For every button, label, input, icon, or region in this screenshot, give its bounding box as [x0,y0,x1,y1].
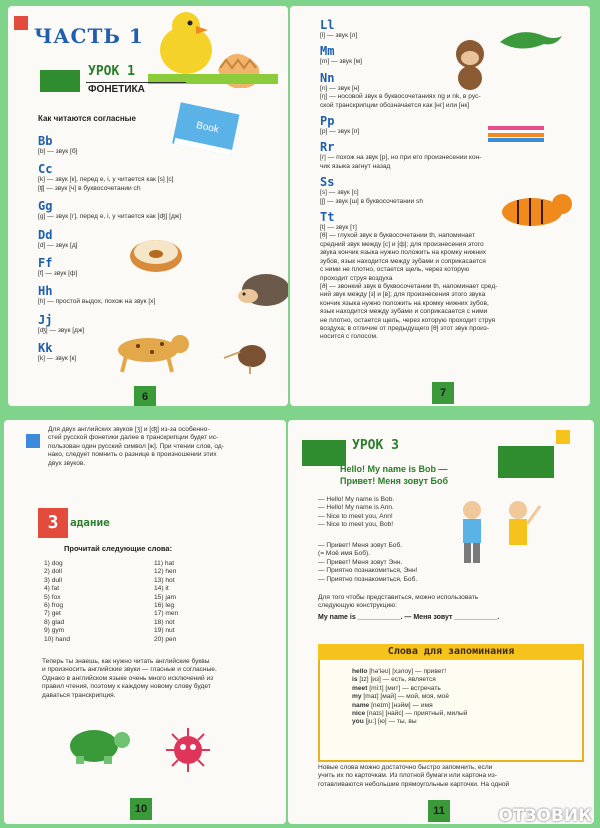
letter-heading: Cc [38,162,53,177]
vocab-translation: [naɪs] [найс] — приятный, милый [365,710,468,718]
kiwi-illustration [222,336,272,376]
vocab-row [352,693,572,701]
title-ru: Привет! Меня зовут Боб [340,476,448,486]
cube-icon [14,16,28,30]
monkey-illustration [440,34,500,94]
sound-description: с ними не плотно, остается щель, через которую [320,266,470,274]
letter-heading: Hh [38,284,53,299]
letter-heading: Pp [320,114,335,129]
lesson-title: УРОК 3 [352,438,399,453]
page-10 [4,420,286,824]
page-number-6: 6 [134,386,156,406]
tiger-illustration [496,182,576,237]
sound-description: кончик языка нужно положить на кромку нижних зубов, [320,299,489,307]
intro-line: двух звуков. [48,459,86,467]
vocab-word: hello [352,668,368,675]
dialog-line: — Hello! My name is Bob. [318,496,395,503]
vocab-row [352,702,572,710]
vocab-word: my [352,693,362,701]
footer-paragraph [318,764,580,789]
page-7 [290,6,590,406]
donut-illustration [126,232,186,277]
task-title: адание [70,516,110,529]
word-item: 11) hat [154,560,175,567]
sound-description: [k] — звук [к], перед e, i, y читается как [s] [с] [38,176,174,184]
vocab-word: you [352,718,364,726]
sound-description: [d] — звук [д] [38,241,78,249]
page-number-10: 10 [130,798,152,820]
letter-heading: Rr [320,140,335,155]
vocab-row [352,676,572,684]
outro-line: даваться транскрипция. [42,691,116,699]
vocab-word: meet [352,684,368,692]
sound-description: чик языка загнут назад [320,162,391,170]
vocab-word: nice [352,710,366,718]
word-item: 9) gym [44,627,65,635]
outro-line: Однако в английском языке очень много исключений из [42,674,214,682]
pencils-illustration [486,124,556,144]
word-item: 19) nut [154,627,175,635]
sound-description: [θ] — глухой звук в буквосочетании th, напоминает [320,232,475,240]
dialog-line: — Hello! My name is Ann. [318,504,394,512]
page-11 [288,420,594,824]
word-item: 4) fat [44,585,60,593]
dialog-line: — Привет! Меня зовут Энн. [318,558,403,566]
sound-description: [t] — звук [т] [320,224,357,232]
vocab-translation: [neɪm] [нэйм] — имя [369,701,433,709]
sound-description: язык находится между зубами и соприкасается с ними [320,308,488,316]
topic-title: ФОНЕТИКА [88,84,145,95]
word-item: 6) frog [44,602,64,610]
vocab-row [352,710,572,718]
book-label: Book [195,120,220,136]
divider [86,82,186,83]
footer-line: учить их по карточкам. Из плотной бумаги или картона из- [318,772,497,780]
cube-icon [26,434,40,448]
lizard-illustration [496,20,566,60]
sound-description: носится с голосом. [320,333,378,341]
word-item: 8) glad [44,618,65,626]
word-list-right [154,560,254,644]
sound-description: [m] — звук [м] [320,58,363,66]
construction-template: My name is ___________. — Меня зовут ___________. [318,614,500,621]
word-item: 14) it [154,585,169,593]
kids-illustration [448,496,548,576]
sound-description: воздуха; в отличие от предыдущего [θ] этот звук произ- [320,324,490,332]
footer-line: Новые слова можно достаточно быстро запомнить, если [318,764,493,771]
vocab-translation: [hə'ləʊ] [хэлоу] — привет! [367,668,447,675]
outro-line: Теперь ты знаешь, как нужно читать английские буквы [42,658,210,665]
dialog-line: — Приятно познакомиться, Боб. [318,575,418,583]
sound-description: [ŋ] — носовой звук в буквосочетаниях ng и nk, в рус- [320,93,481,101]
sound-description: зубов, язык находится между зубами и соприкасается [320,257,486,265]
urchin-illustration [158,724,218,774]
word-item: 5) fox [44,593,61,601]
page-number-11: 11 [428,800,450,822]
intro-line: стей русской фонетики далее в транскрипции будет ис- [48,434,219,442]
word-item: 1) dog [44,560,63,567]
header-block [498,446,554,478]
page-6 [8,6,288,406]
vocab-word: is [352,676,358,684]
title-en: Hello! My name is Bob — [340,464,448,474]
sound-description: средний звук между [с] и [ф]; для произнесения этого [320,240,484,248]
sound-description: ской транскрипции обозначается как [нг] или [нк] [320,101,470,109]
sound-description: ний звук между [з] и [в]; для произнесения этого звука [320,291,486,299]
lesson-marker [302,440,346,466]
footer-line: готавливаются небольшие прямоугольные карточки. На одной [318,780,510,788]
sound-description: [f] — звук [ф] [38,270,78,278]
sound-description: [b] — звук [б] [38,148,78,155]
sound-description: [s] — звук [с] [320,189,359,197]
letter-heading: Tt [320,210,335,225]
intro-line: нако, следует помнить о разнице в произношении этих [48,451,217,459]
word-item: 7) get [44,610,61,618]
watermark: ОТЗОВИК [498,806,592,826]
cube-icon [556,430,570,444]
vocab-row [352,685,572,693]
word-item: 2) doll [44,568,62,576]
word-item: 15) jam [154,593,176,601]
letter-entry [320,140,582,171]
hedgehog-illustration [236,262,288,312]
letter-heading: Ll [320,18,335,32]
page-number-7: 7 [432,382,454,404]
letter-heading: Dd [38,227,53,242]
dialog-line: — Приятно познакомиться, Энн! [318,567,418,575]
letter-heading: Bb [38,134,53,148]
intro-line: пользован один русский символ [ж]. При чтении слов, од- [48,442,224,450]
vocab-row [352,668,572,676]
vocab-translation: [ju:] [ю] — ты, вы [363,718,417,726]
construction-line: Для того чтобы представиться, можно использовать [318,594,479,601]
vocabulary-title: Слова для запоминания [318,644,584,660]
section-subheading: Как читаются согласные [38,114,136,123]
word-item: 20) pen [154,635,177,643]
chapter-title: ЧАСТЬ 1 [34,24,144,48]
letter-heading: Mm [320,44,335,59]
intro-line: Для двух английских звуков [ʒ] и [ʤ] из-за особенно- [48,426,210,433]
sound-description: [l] — звук [л] [320,32,358,39]
letter-heading: Gg [38,199,53,214]
dialog-line: — Привет! Меня зовут Боб. [318,542,403,549]
word-list-left [44,560,144,644]
letter-entry [38,199,278,221]
sound-description: [ʃ] — звук [ш] в буквосочетании sh [320,197,424,205]
vocabulary-list [352,668,572,727]
outro-line: правил чтения, поэтому к каждому новому слову будет [42,683,211,691]
vocab-row [352,718,572,726]
construction-line: следующую конструкцию: [318,602,397,610]
sound-description: [h] — простой выдох, похож на звук [х] [38,298,156,306]
sound-description: не плотно, остается щель, через которую проходит струя [320,316,496,324]
word-item: 18) not [154,618,175,626]
word-item: 3) dull [44,576,62,584]
sound-description: [p] — звук [п] [320,128,360,136]
sound-description: [r] — похож на звук [р], но при его произнесении кон- [320,154,482,162]
outro-paragraph [42,658,282,700]
sound-description: [ð] — звонкий звук в буквосочетании th, напоминает сред- [320,282,498,290]
dialog-line: (= Моё имя Боб). [318,550,371,558]
vocab-translation: [mi:t] [мит] — встречать [367,684,441,692]
sound-description: звука кончик языка нужно положить на кромку нижних [320,249,487,257]
intro-paragraph [48,426,280,468]
vocab-translation: [ɪz] [из] — есть, является [357,676,436,684]
vocab-translation: [maɪ] [май] — мой, моя, моё [361,693,450,701]
book-illustration [170,98,250,168]
letter-heading: Nn [320,70,335,85]
sound-description: проходит струя воздуха [320,274,393,282]
vocab-word: name [352,701,370,709]
word-item: 10) hand [44,635,71,643]
sound-description: [ʤ] — звук [дж] [38,326,85,334]
sound-description: [n] — звук [н] [320,84,360,92]
letter-heading: Kk [38,341,53,356]
vocabulary-box [318,644,584,762]
sound-description: [g] — звук [г], перед e, i, y читается как [ʤ] [дж] [38,213,182,221]
sound-description: [k] — звук [к] [38,355,77,363]
dialog-line: — Nice to meet you, Bob! [318,521,394,529]
turtle-illustration [64,718,134,768]
word-item: 12) hen [154,568,177,576]
construction-intro [318,594,580,611]
chick-egg-illustration [148,8,278,88]
letter-heading: Ff [38,256,53,271]
letter-heading: Ss [320,175,335,190]
letter-heading: Jj [38,312,53,327]
lesson-title: УРОК 1 [88,64,135,79]
word-item: 17) men [154,610,179,618]
leopard-illustration [108,326,198,376]
task-instruction: Прочитай следующие слова: [64,544,173,553]
word-item: 16) leg [154,602,175,610]
sound-description: [ʧ] — звук [ч] в буквосочетании ch [38,184,141,192]
outro-line: и произносить английские звуки — гласные и согласные. [42,666,217,674]
lesson-marker [40,70,80,92]
word-item: 13) hot [154,576,175,584]
task-letter-block: З [38,508,68,538]
dialog-line: — Nice to meet you, Ann! [318,512,393,520]
